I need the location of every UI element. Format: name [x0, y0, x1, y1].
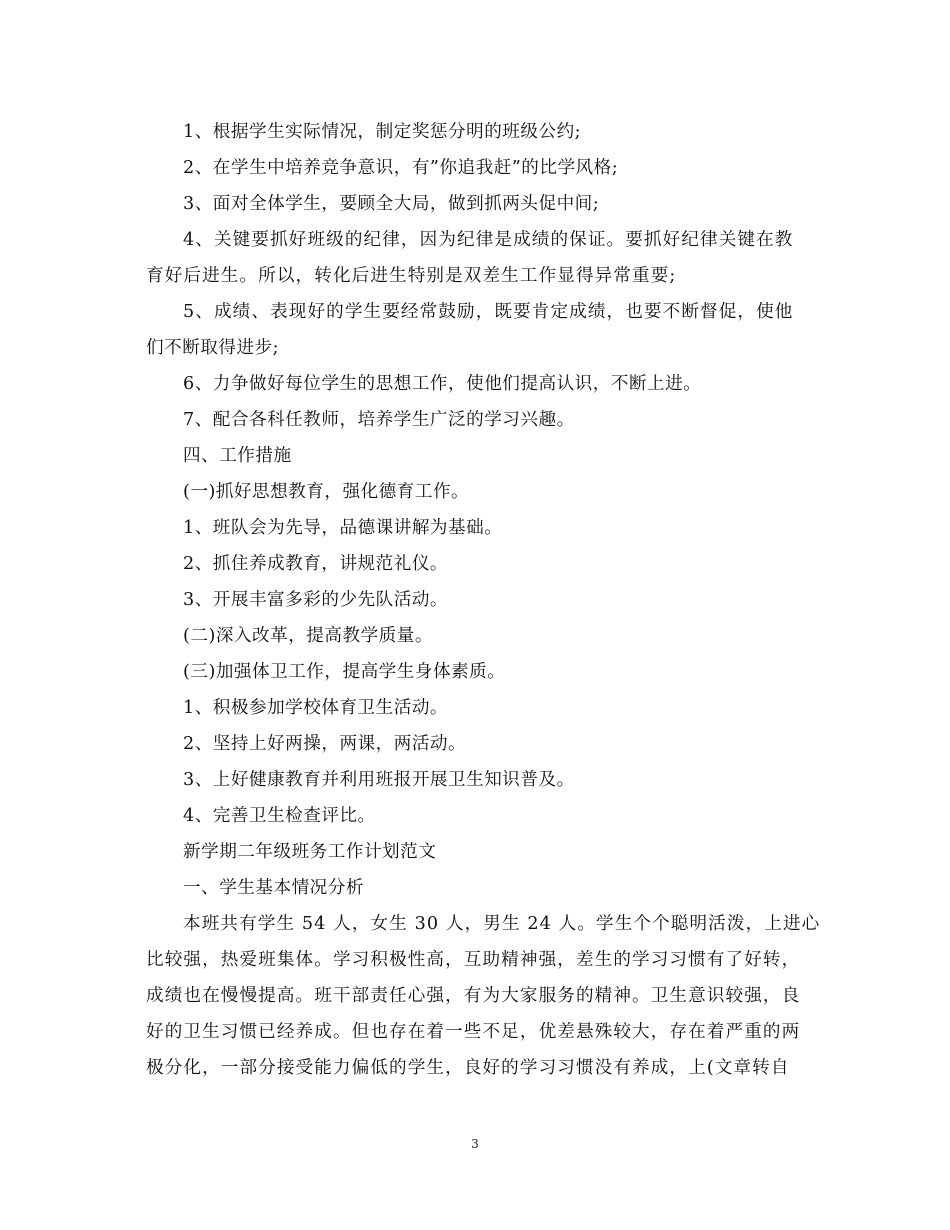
list-item: 1、根据学生实际情况，制定奖惩分明的班级公约;	[183, 122, 582, 142]
paragraph-line: 们不断取得进步;	[146, 338, 280, 358]
paragraph	[146, 294, 806, 366]
document-title: 新学期二年级班务工作计划范文	[183, 842, 437, 862]
paragraph	[146, 222, 806, 294]
list-item: 3、面对全体学生，要顾全大局，做到抓两头促中间;	[183, 194, 600, 214]
paragraph-line: 4、关键要抓好班级的纪律，因为纪律是成绩的保证。要抓好纪律关键在教	[183, 230, 794, 250]
paragraph-line: 好的卫生习惯已经养成。但也存在着一些不足，优差悬殊较大，存在着严重的两	[146, 1022, 801, 1042]
paragraph-line: 成绩也在慢慢提高。班干部责任心强，有为大家服务的精神。卫生意识较强，良	[146, 986, 801, 1006]
list-item: 2、在学生中培养竞争意识，有”你追我赶”的比学风格;	[183, 158, 619, 178]
list-item: 4、完善卫生检查评比。	[183, 806, 376, 826]
subsection-heading: (一)抓好思想教育，强化德育工作。	[183, 482, 470, 502]
page-number: 3	[471, 1137, 479, 1151]
section-heading: 一、学生基本情况分析	[183, 878, 364, 898]
subsection-heading: (二)深入改革，提高教学质量。	[183, 626, 433, 646]
document-body	[146, 114, 821, 1086]
list-item: 6、力争做好每位学生的思想工作，使他们提高认识，不断上进。	[183, 374, 702, 394]
list-item: 2、抓住养成教育，讲规范礼仪。	[183, 554, 449, 574]
list-item: 1、班队会为先导，品德课讲解为基础。	[183, 518, 503, 538]
list-item: 2、坚持上好两操，两课，两活动。	[183, 734, 467, 754]
paragraph-line: 5、成绩、表现好的学生要经常鼓励，既要肯定成绩，也要不断督促，使他	[183, 302, 794, 322]
paragraph-line: 本班共有学生 54 人，女生 30 人，男生 24 人。学生个个聪明活泼，上进心	[183, 914, 821, 934]
paragraph-line: 比较强，热爱班集体。学习积极性高，互助精神强，差生的学习习惯有了好转，	[146, 950, 801, 970]
list-item: 1、积极参加学校体育卫生活动。	[183, 698, 449, 718]
paragraph	[146, 906, 821, 1086]
list-item: 3、开展丰富多彩的少先队活动。	[183, 590, 449, 610]
paragraph-line: 极分化，一部分接受能力偏低的学生，良好的学习习惯没有养成，上(文章转自	[146, 1058, 790, 1078]
paragraph-line: 育好后进生。所以，转化后进生特别是双差生工作显得异常重要;	[146, 266, 677, 286]
list-item: 3、上好健康教育并利用班报开展卫生知识普及。	[183, 770, 575, 790]
section-heading: 四、工作措施	[183, 446, 292, 466]
list-item: 7、配合各科任教师，培养学生广泛的学习兴趣。	[183, 410, 575, 430]
subsection-heading: (三)加强体卫工作，提高学生身体素质。	[183, 662, 506, 682]
